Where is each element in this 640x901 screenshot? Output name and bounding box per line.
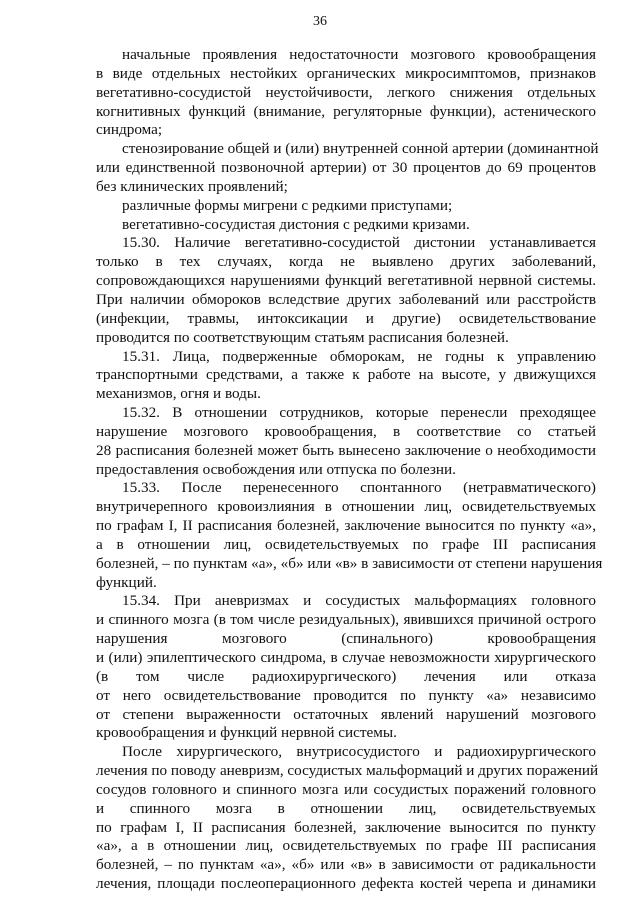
- text-line: и спинного мозга в отношении лиц, освидетельствуемых: [96, 799, 596, 817]
- text-line: болезней, – по пунктам «а», «б» или «в» в зависимости от радикальности: [96, 856, 596, 874]
- text-line: различные формы мигрени с редкими приступами;: [122, 196, 453, 214]
- text-line: в виде отдельных нестойких органических микросимптомов, признаков: [96, 64, 596, 82]
- paragraph-15-34: [96, 592, 596, 743]
- text-line: вегетативно-сосудистая дистония с редкими кризами.: [122, 215, 470, 233]
- text-line: сопровождающихся нарушениями функций вегетативной нервной системы.: [96, 272, 596, 290]
- text-line: сосудов головного и спинного мозга или сосудистых поражений головного: [96, 780, 596, 798]
- text-line: и (или) эпилептического синдрома, в случае невозможности хирургического: [96, 649, 596, 666]
- text-line: по графам I, II расписания болезней, заключение выносится по пункту: [96, 818, 596, 836]
- text-line: проводится по соответствующим статьям расписания болезней.: [96, 328, 509, 346]
- text-line: 15.30. Наличие вегетативно-сосудистой дистонии устанавливается: [122, 234, 596, 252]
- text-line: вегетативно-сосудистой неустойчивости, легкого снижения отдельных: [96, 83, 596, 101]
- text-line: внутричерепного кровоизлияния в отношении лиц, освидетельствуемых: [96, 498, 596, 516]
- paragraph-migraine: [96, 197, 596, 216]
- text-line: синдрома;: [96, 121, 163, 139]
- page-number: 36: [313, 14, 327, 29]
- text-line: предоставления освобождения или отпуска по болезни.: [96, 460, 456, 478]
- text-line: или единственной позвоночной артерии) от 30 процентов до 69 процентов: [96, 159, 596, 177]
- text-line: транспортными средствами, а также к работе на высоте, у движущихся: [96, 366, 596, 384]
- paragraph-15-32: [96, 404, 596, 479]
- text-line: (в том числе радиохирургического) лечения или отказа: [96, 667, 596, 685]
- text-line: 15.34. При аневризмах и сосудистых мальформациях головного: [122, 592, 596, 610]
- text-line: начальные проявления недостаточности мозгового кровообращения: [122, 46, 596, 63]
- paragraph-15-31: [96, 348, 596, 405]
- paragraph-after-surgery: [96, 743, 599, 894]
- paragraph-dystonia: [96, 216, 596, 235]
- text-line: а в отношении лиц, освидетельствуемых по графе III расписания: [96, 535, 596, 553]
- text-line: болезней, – по пунктам «а», «б» или «в» в зависимости от степени нарушения: [96, 554, 603, 572]
- text-line: от степени выраженности остаточных явлений нарушений мозгового: [96, 705, 596, 723]
- text-line: от него освидетельствование проводится по пункту «а» независимо: [96, 686, 596, 704]
- text-line: лечения по поводу аневризм, сосудистых мальформаций и других поражений: [96, 762, 599, 780]
- text-line: механизмов, огня и воды.: [96, 385, 261, 403]
- paragraph-15-33: [96, 479, 603, 592]
- text-line: 15.31. Лица, подверженные обморокам, не годны к управлению: [122, 347, 596, 365]
- text-line: 28 расписания болезней может быть вынесено заключение о необходимости: [96, 441, 596, 459]
- text-line: нарушение мозгового кровообращения, в соответствие со статьей: [96, 422, 596, 440]
- paragraph-stenosis: [96, 140, 599, 197]
- text-line: и спинного мозга (в том числе резидуальных), явившихся причиной острого: [96, 611, 596, 629]
- text-line: (инфекции, травмы, интоксикации и другие) освидетельствование: [96, 309, 596, 327]
- text-line: когнитивных функций (внимание, регуляторные функции), астенического: [96, 102, 596, 120]
- document-body: [96, 46, 603, 894]
- text-line: кровообращения и функций нервной системы.: [96, 724, 397, 742]
- text-line: После хирургического, внутрисосудистого и радиохирургического: [122, 743, 596, 761]
- text-line: «а», а в отношении лиц, освидетельствуемых по графе III расписания: [96, 837, 596, 855]
- text-line: нарушения мозгового (спинального) кровообращения: [96, 630, 596, 648]
- text-line: 15.32. В отношении сотрудников, которые перенесли преходящее: [122, 404, 596, 422]
- text-line: стенозирование общей и (или) внутренней сонной артерии (доминантной: [122, 140, 599, 158]
- text-line: только в тех случаях, когда не выявлено других заболеваний,: [96, 253, 596, 271]
- text-line: без клинических проявлений;: [96, 177, 288, 195]
- text-line: лечения, площади послеоперационного дефекта костей черепа и динамики: [96, 875, 596, 893]
- text-line: 15.33. После перенесенного спонтанного (нетравматического): [122, 479, 596, 497]
- text-line: по графам I, II расписания болезней, заключение выносится по пункту «а»,: [96, 517, 596, 535]
- text-line: функций.: [96, 573, 157, 591]
- text-line: При наличии обмороков вследствие других заболеваний или расстройств: [96, 290, 596, 308]
- paragraph-early-symptoms: [96, 46, 596, 140]
- paragraph-15-30: [96, 234, 596, 347]
